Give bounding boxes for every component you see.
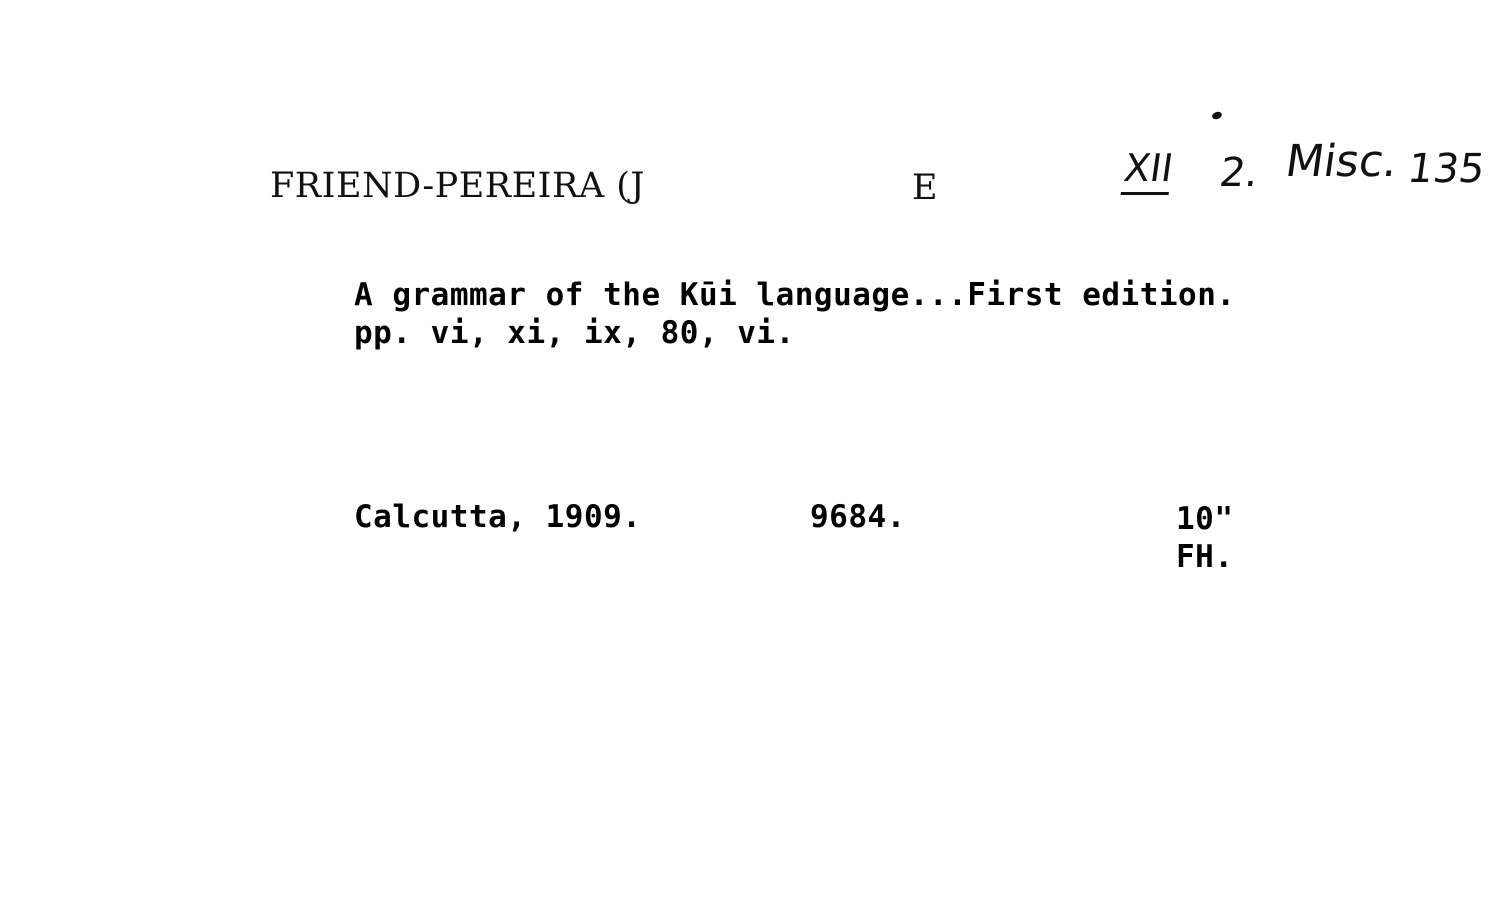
size: 10" xyxy=(1176,501,1234,537)
shelfmark-collection: Misc. xyxy=(1282,136,1401,187)
shelfmark-item: 135 xyxy=(1404,146,1488,192)
initials: FH. xyxy=(1176,539,1234,575)
shelfmark-roman: XII xyxy=(1121,146,1176,195)
title-line-2: pp. vi, xi, ix, 80, vi. xyxy=(354,315,795,351)
imprint: Calcutta, 1909. xyxy=(354,499,642,535)
author-initial: E xyxy=(912,168,939,208)
shelfmark-number: 2. xyxy=(1216,150,1262,196)
accession-number: 9684. xyxy=(810,499,906,535)
ink-dot xyxy=(1211,111,1223,121)
title-line-1: A grammar of the Kūi language...First edition. xyxy=(354,277,1236,313)
author-surname: FRIEND-PEREIRA (J xyxy=(270,166,645,206)
